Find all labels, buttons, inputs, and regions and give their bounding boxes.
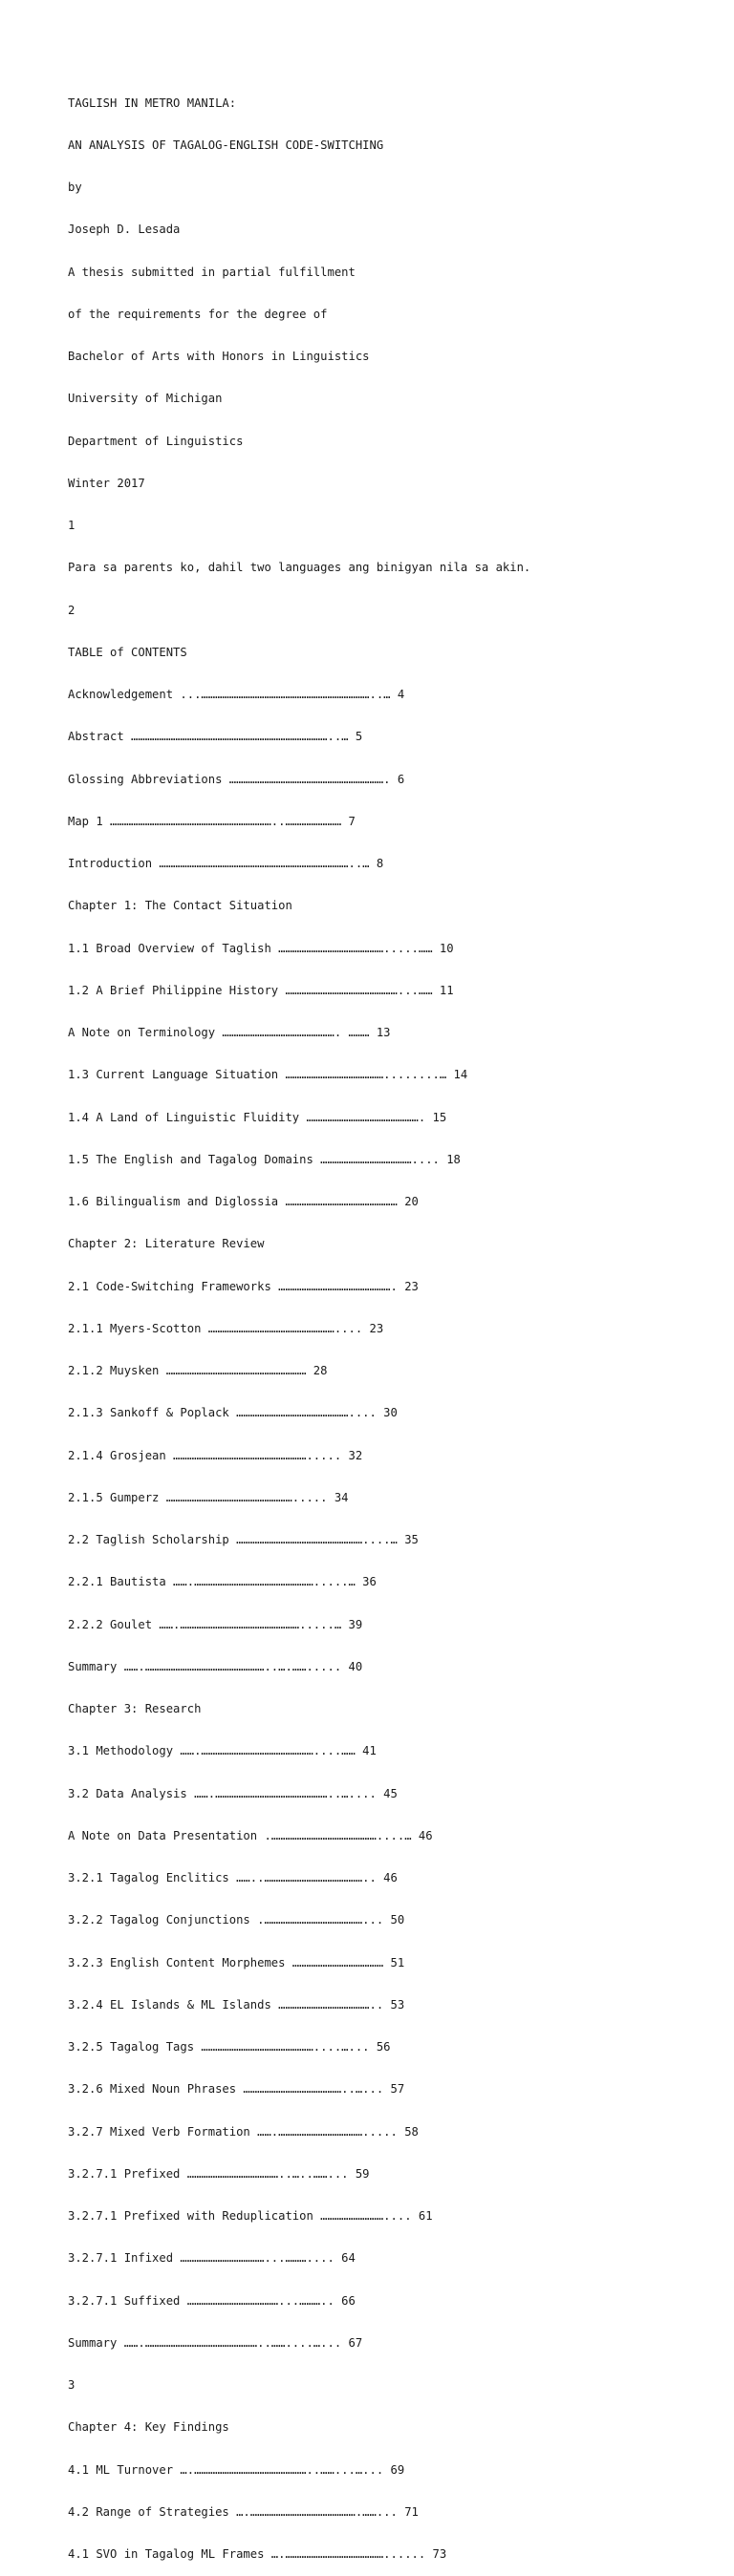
toc-entry: Summary …….……………………………………………..….……..... 40: [68, 1659, 363, 1673]
toc-entry: 1.5 The English and Tagalog Domains ………………………………….... 18: [68, 1152, 461, 1166]
author-name: Joseph D. Lesada: [68, 223, 181, 237]
thesis-title-line-1: TAGLISH IN METRO MANILA:: [68, 96, 237, 110]
toc-entry: A Note on Terminology …………………………………………. ……… 13: [68, 1026, 391, 1039]
term-line: Winter 2017: [68, 476, 145, 490]
toc-entry: A Note on Data Presentation .………………………………………....… 46: [68, 1828, 433, 1842]
page-number: 2: [68, 603, 76, 617]
toc-entry: 3.2.1 Tagalog Enclitics ……..…………………………………….. 46: [68, 1871, 398, 1884]
toc-entry: 3.2.3 English Content Morphemes ………………………………… 51: [68, 1955, 405, 1969]
toc-chapter-heading: Chapter 2: Literature Review: [68, 1237, 265, 1251]
toc-entry: Summary …….…………………………………………..……....…... 67: [68, 2335, 363, 2350]
toc-entry: 3.2.7.1 Infixed ………………………………...……….... 64: [68, 2251, 356, 2266]
toc-entry: 2.2 Taglish Scholarship ………………………………………………....… 35: [68, 1533, 419, 1546]
toc-entry: 2.2.2 Goulet …….…………………………………………….....… 39: [68, 1617, 363, 1631]
by-line: by: [68, 181, 82, 194]
toc-entry: 1.1 Broad Overview of Taglish ……………………………………….....…… 10: [68, 941, 454, 955]
toc-entry: 1.6 Bilingualism and Diglossia ………………………………………… 20: [68, 1195, 419, 1208]
toc-entry: 2.1.4 Grosjean …………………………………………………..... 32: [68, 1448, 363, 1462]
toc-entry: 3.2.2 Tagalog Conjunctions .……………………………………... 50: [68, 1913, 405, 1927]
department-line: Department of Linguistics: [68, 434, 244, 448]
document-page: [68, 68, 718, 2576]
toc-chapter-heading: Chapter 4: Key Findings: [68, 2420, 229, 2435]
toc-entry: 2.1.3 Sankoff & Poplack ………………………………………….... 30: [68, 1406, 398, 1420]
toc-entry: Glossing Abbreviations …………………………………………………………. 6: [68, 772, 405, 786]
toc-entry: 4.1 ML Turnover ….…………………………………………..……...…... 69: [68, 2462, 405, 2477]
toc-entry: Map 1 ……………………………………………………………..…………………… 7: [68, 814, 356, 828]
toc-chapter-heading: Chapter 3: Research: [68, 1702, 202, 1715]
thesis-statement-line-2: of the requirements for the degree of: [68, 307, 328, 321]
toc-heading: TABLE of CONTENTS: [68, 645, 187, 659]
toc-entry: 4.2 Range of Strategies ….……………………………………….……... 71: [68, 2504, 419, 2519]
toc-entry: 3.1 Methodology …….…………………………………………....…… 41: [68, 1744, 377, 1758]
toc-entry: 3.2 Data Analysis …….…………………………………………..….... 45: [68, 1786, 398, 1800]
toc-entry: 3.2.7.1 Suffixed …………………………………...……….. 66: [68, 2293, 356, 2308]
toc-chapter-heading: Chapter 1: The Contact Situation: [68, 899, 292, 913]
toc-entry: 3.2.5 Tagalog Tags …………………………………………....…... 56: [68, 2040, 391, 2054]
toc-entry: 3.2.6 Mixed Noun Phrases ……………………………………..…... 57: [68, 2082, 405, 2097]
toc-entry: Abstract …………………………………………………………………………..… 5: [68, 730, 363, 744]
toc-entry: Introduction ………………………………………………………………………..… 8: [68, 857, 384, 870]
thesis-statement-line-1: A thesis submitted in partial fulfillment: [68, 265, 356, 279]
thesis-title-line-2: AN ANALYSIS OF TAGALOG-ENGLISH CODE-SWITCHING: [68, 138, 384, 152]
toc-entry: 3.2.7 Mixed Verb Formation …….………………………………..... 58: [68, 2124, 419, 2139]
toc-entry: 3.2.7.1 Prefixed …………………………………..…..……... 59: [68, 2166, 370, 2181]
toc-entry: 2.2.1 Bautista …….…………………………………………….....… 36: [68, 1575, 377, 1589]
toc-entry: 3.2.7.1 Prefixed with Reduplication ……………………….... 61: [68, 2209, 433, 2223]
degree-line: Bachelor of Arts with Honors in Linguistics: [68, 350, 370, 363]
toc-entry: 2.1.1 Myers-Scotton ……………………………………………….... 23: [68, 1321, 384, 1335]
toc-entry: 3.2.4 EL Islands & ML Islands ………………………………….. 53: [68, 1997, 405, 2012]
toc-entry: 4.1 SVO in Tagalog ML Frames ….……………………………………...... 73: [68, 2547, 447, 2561]
toc-entry: 1.3 Current Language Situation ……………………………………........… 14: [68, 1068, 468, 1082]
toc-entry: 1.2 A Brief Philippine History …………………………………………...…… 11: [68, 983, 454, 997]
page-number: 3: [68, 2378, 76, 2392]
dedication: Para sa parents ko, dahil two languages ang binigyan nila sa akin.: [68, 561, 531, 575]
toc-entry: 2.1 Code-Switching Frameworks …………………………………………. 23: [68, 1279, 419, 1293]
university-line: University of Michigan: [68, 392, 223, 406]
toc-entry: Acknowledgement ...………………………………………………………………..… 4: [68, 688, 405, 701]
toc-entry: 2.1.2 Muysken …………………………………………………… 28: [68, 1364, 328, 1377]
toc-entry: 1.4 A Land of Linguistic Fluidity …………………………………………. 15: [68, 1110, 447, 1124]
page-number: 1: [68, 519, 76, 532]
toc-entry: 2.1.5 Gumperz ………………………………………………..... 34: [68, 1490, 349, 1504]
